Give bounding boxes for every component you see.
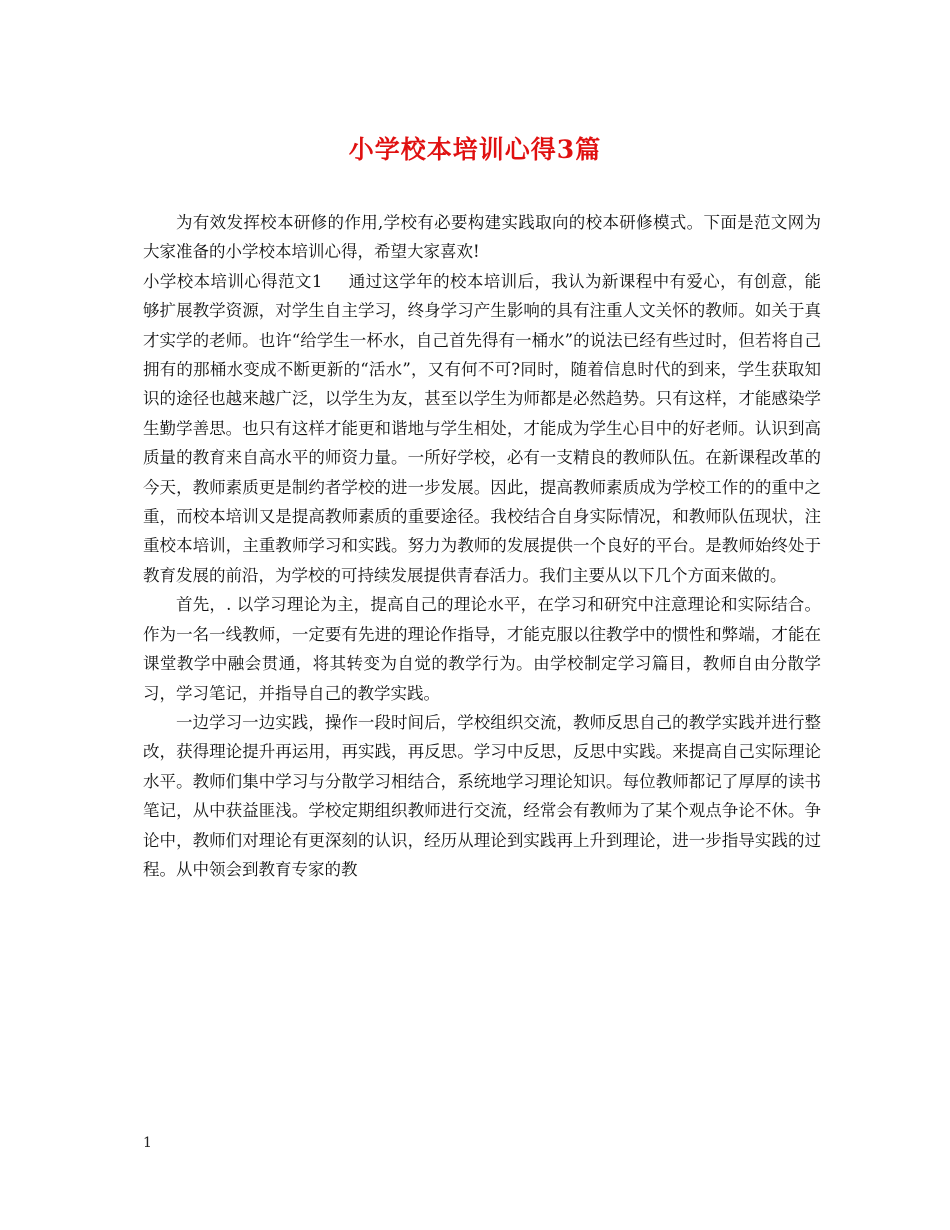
essay-1-paragraph-2: 首先，. 以学习理论为主，提高自己的理论水平，在学习和研究中注意理论和实际结合。作为一名一线教师，一定要有先进的理论作指导，才能克服以往教学中的惯性和弊端，才能在课堂教学中融会贯通，将其转变为自觉的教学行为。由学校制定学习篇目，教师自由分散学习，学习笔记，并指导自己的教学实践。 [143,595,821,703]
essay-1-paragraph-1-text: 通过这学年的校本培训后，我认为新课程中有爱心，有创意，能够扩展教学资源，对学生自主学习，终身学习产生影响的具有注重人文关怀的教师。如关于真才实学的老师。也许“给学生一杯水，自己首先得有一桶水”的说法已经有些过时，但若将自己拥有的那桶水变成不断更新的“活水”，又有何不可?同时，随着信息时代的到来，学生获取知识的途径也越来越广泛，以学生为友，甚至以学生为师都是必然趋势。只有这样，才能感染学生勤学善思。也只有这样才能更和谐地与学生相处，才能成为学生心目中的好老师。认识到高质量的教育来自高水平的师资力量。一所好学校，必有一支精良的教师队伍。在新课程改革的今天，教师素质更是制约者学校的进一步发展。因此，提高教师素质成为学校工作的的重中之重，而校本培训又是提高教师素质的重要途径。我校结合自身实际情况，和教师队伍现状，注重校本培训，主重教师学习和实践。努力为教师的发展提供一个良好的平台。是教师始终处于教育发展的前沿，为学校的可持续发展提供青春活力。我们主要从以下几个方面来做的。 [143,271,822,585]
intro-paragraph: 为有效发挥校本研修的作用,学校有必要构建实践取向的校本研修模式。下面是范文网为大家准备的小学校本培训心得，希望大家喜欢! [143,213,821,262]
essay-1-paragraph-3: 一边学习一边实践，操作一段时间后，学校组织交流，教师反思自己的教学实践并进行整改，获得理论提升再运用，再实践，再反思。学习中反思，反思中实践。来提高自己实际理论水平。教师们集中学习与分散学习相结合，系统地学习理论知识。每位教师都记了厚厚的读书笔记，从中获益匪浅。学校定期组织教师进行交流，经常会有教师为了某个观点争论不休。争论中，教师们对理论有更深刻的认识，经历从理论到实践再上升到理论，进一步指导实践的过程。从中领会到教育专家的教 [143,712,821,879]
essay-1-heading: 小学校本培训心得范文1 [143,271,323,291]
document-title: 小学校本培训心得3篇 [348,135,602,164]
essay-1-first-paragraph [143,267,821,590]
document-body [143,208,821,884]
page-number: 1 [143,1135,152,1151]
